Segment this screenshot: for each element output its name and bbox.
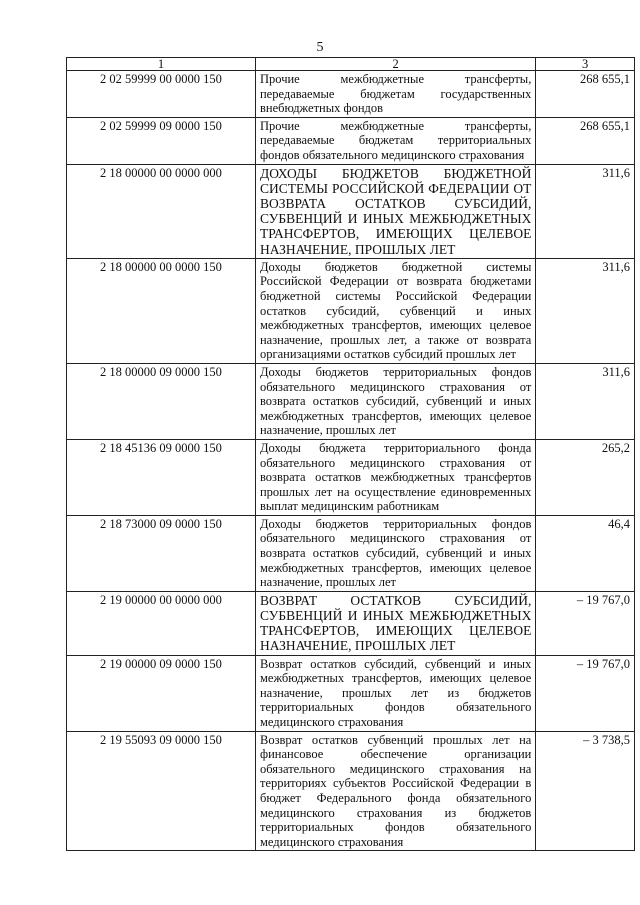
column-header-name: 2 [255,58,535,71]
table-row [67,258,635,363]
amount-value: 268 655,1 [536,117,635,164]
income-name: Доходы бюджетов территориальных фондов обязательного медицинского страхования от возврата остатков субсидий, субвенций и иных межбюджетных трансфертов, имеющих целевое назначение, прошлых лет [255,515,535,591]
amount-value: – 3 738,5 [536,731,635,851]
income-name: Прочие межбюджетные трансферты, передаваемые бюджетам государственных внебюджетных фондов [255,71,535,118]
income-name: Доходы бюджетов территориальных фондов обязательного медицинского страхования от возврата остатков субсидий, субвенций и иных межбюджетных трансфертов, имеющих целевое назначение, прошлых лет [255,363,535,439]
classification-code: 2 19 00000 00 0000 000 [67,591,256,655]
classification-code: 2 18 73000 09 0000 150 [67,515,256,591]
table-row [67,515,635,591]
table-header-row [67,58,635,71]
column-header-amount: 3 [536,58,635,71]
table-row [67,363,635,439]
amount-value: 311,6 [536,363,635,439]
budget-table [66,57,635,851]
table-row [67,439,635,515]
income-name: Прочие межбюджетные трансферты, передаваемые бюджетам территориальных фондов обязательного медицинского страхования [255,117,535,164]
amount-value: 311,6 [536,164,635,258]
amount-value: 268 655,1 [536,71,635,118]
table-row [67,164,635,258]
amount-value: – 19 767,0 [536,655,635,731]
classification-code: 2 18 45136 09 0000 150 [67,439,256,515]
income-name: Доходы бюджетов бюджетной системы Российской Федерации от возврата бюджетами бюджетной системы Российской Федерации остатков субсидий, субвенций и иных межбюджетных трансфертов, имеющих целевое назначение, прошлых лет, а также от возврата организациями остатков субсидий прошлых лет [255,258,535,363]
income-name: ДОХОДЫ БЮДЖЕТОВ БЮДЖЕТНОЙ СИСТЕМЫ РОССИЙСКОЙ ФЕДЕРАЦИИ ОТ ВОЗВРАТА ОСТАТКОВ СУБСИДИЙ, СУБВЕНЦИЙ И ИНЫХ МЕЖБЮДЖЕТНЫХ ТРАНСФЕРТОВ, ИМЕЮЩИХ ЦЕЛЕВОЕ НАЗНАЧЕНИЕ, ПРОШЛЫХ ЛЕТ [255,164,535,258]
amount-value: 46,4 [536,515,635,591]
table-row [67,117,635,164]
amount-value: – 19 767,0 [536,591,635,655]
table-row [67,591,635,655]
table-row [67,71,635,118]
classification-code: 2 18 00000 00 0000 150 [67,258,256,363]
column-header-code: 1 [67,58,256,71]
amount-value: 311,6 [536,258,635,363]
classification-code: 2 02 59999 00 0000 150 [67,71,256,118]
table-row [67,655,635,731]
income-name: Возврат остатков субвенций прошлых лет на финансовое обеспечение организации обязательного медицинского страхования на территориях субъектов Российской Федерации в бюджет Федерального фонда обязательного медицинского страхования из бюджетов территориальных фондов обязательного медицинского страхования [255,731,535,851]
income-name: Доходы бюджета территориального фонда обязательного медицинского страхования от возврата остатков межбюджетных трансфертов прошлых лет на осуществление единовременных выплат медицинским работникам [255,439,535,515]
classification-code: 2 18 00000 00 0000 000 [67,164,256,258]
classification-code: 2 19 00000 09 0000 150 [67,655,256,731]
table-row [67,731,635,851]
classification-code: 2 18 00000 09 0000 150 [67,363,256,439]
income-name: Возврат остатков субсидий, субвенций и иных межбюджетных трансфертов, имеющих целевое назначение, прошлых лет из бюджетов территориальных фондов обязательного медицинского страхования [255,655,535,731]
classification-code: 2 19 55093 09 0000 150 [67,731,256,851]
classification-code: 2 02 59999 09 0000 150 [67,117,256,164]
page-number: 5 [316,40,324,55]
income-name: ВОЗВРАТ ОСТАТКОВ СУБСИДИЙ, СУБВЕНЦИЙ И ИНЫХ МЕЖБЮДЖЕТНЫХ ТРАНСФЕРТОВ, ИМЕЮЩИХ ЦЕЛЕВОЕ НАЗНАЧЕНИЕ, ПРОШЛЫХ ЛЕТ [255,591,535,655]
amount-value: 265,2 [536,439,635,515]
